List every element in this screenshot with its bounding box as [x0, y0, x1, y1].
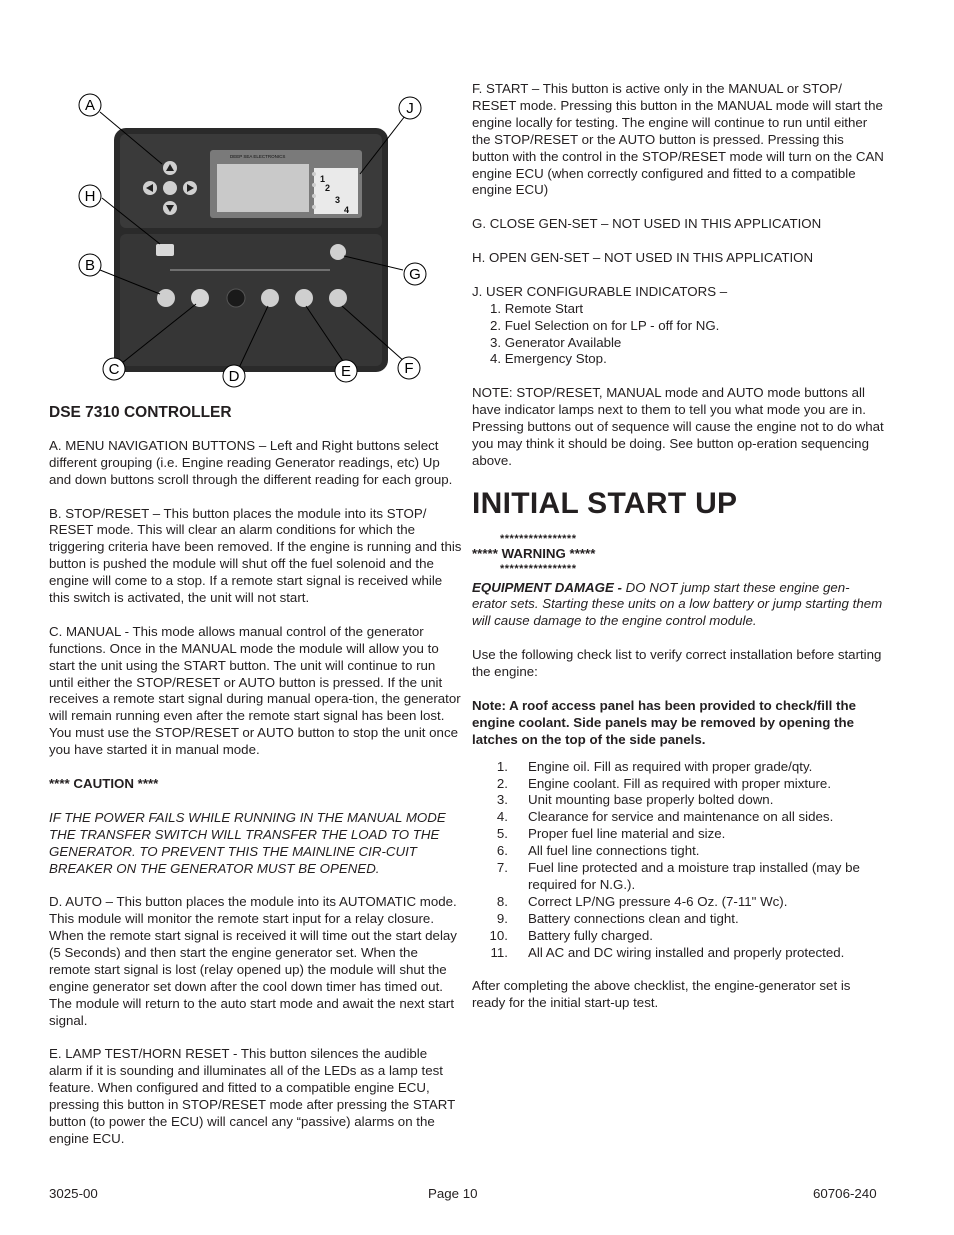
callout-b: B: [84, 257, 96, 274]
item-number: 1.: [496, 758, 508, 774]
indicator-number-2: 2: [325, 183, 331, 193]
item-c-manual: C. MANUAL - This mode allows manual control of the generator functions. Once in the MANUAL mode the module will allow you to start the unit using the START button. The unit will continue to run until either the STOP/RESET or AUTO button is pressed. If the unit receives a remote start signal during manual opera-tion, the generator will remain running even after the remote start signal has been lost. You must use the STOP/RESET or AUTO button to stop the unit once you have started it in manual mode.: [49, 623, 461, 758]
item-text: Engine coolant. Fill as required with proper mixture.: [528, 775, 832, 791]
list-item: [472, 792, 884, 809]
open-gen-set-button[interactable]: [156, 244, 174, 256]
item-number: 9.: [496, 910, 508, 926]
item-d-auto: D. AUTO – This button places the module into its AUTOMATIC mode. This module will monitor the remote start input for a relay closure. When the remote start signal is received it will time out the start delay (5 Seconds) and then start the engine generator set. When the remote start signal is lost (relay opened up) the module will shut the engine generator set down after the cool down timer has timed out. The module will return to the auto start mode and await the next start signal.: [49, 894, 457, 1028]
stop-reset-button[interactable]: [157, 289, 175, 307]
callout-g: G: [409, 266, 421, 283]
caution-title: **** CAUTION ****: [49, 775, 159, 791]
close-gen-set-button[interactable]: [330, 244, 346, 260]
item-j-indicators: J. USER CONFIGURABLE INDICATORS –: [472, 283, 728, 299]
callout-a: A: [84, 97, 96, 114]
brand-label: DEEP SEA ELECTRONICS: [230, 154, 286, 159]
item-text: All fuel line connections tight.: [528, 843, 700, 859]
callout-h: H: [84, 188, 96, 205]
callout-c: C: [108, 361, 120, 378]
item-h-open-gen-set: H. OPEN GEN-SET – NOT USED IN THIS APPLICATION: [472, 250, 814, 266]
warning-stars-top: ****************: [500, 532, 577, 545]
warning-stars-bottom: ****************: [500, 562, 577, 575]
mode-note: NOTE: STOP/RESET, MANUAL mode and AUTO mode buttons all have indicator lamps next to them to tell you what mode you are in. Pressing buttons out of sequence will cause the engine not to do what you may think it should be doing. See button op-eration sequencing above.: [472, 385, 884, 468]
item-number: 10.: [489, 927, 508, 943]
auto-button[interactable]: [261, 289, 279, 307]
nav-center-button[interactable]: [163, 181, 177, 195]
caution-text: IF THE POWER FAILS WHILE RUNNING IN THE MANUAL MODE THE TRANSFER SWITCH WILL TRANSFER THE LOAD TO THE GENERATOR. TO PREVENT THIS THE MAINLINE CIR-CUIT BREAKER ON THE GENERATOR MUST BE OPENED.: [49, 809, 446, 876]
item-number: 8.: [496, 893, 508, 909]
item-text: Fuel line protected and a moisture trap installed (may be required for N.G.).: [528, 860, 860, 892]
startup-checklist: [472, 759, 884, 962]
item-number: 7.: [496, 860, 508, 876]
item-text: Clearance for service and maintenance on all sides.: [528, 809, 834, 825]
start-button[interactable]: [329, 289, 347, 307]
list-item: [472, 911, 884, 928]
item-text: Engine oil. Fill as required with proper grade/qty.: [528, 758, 813, 774]
indicator-number-1: 1: [320, 174, 326, 184]
indicator-number-3: 3: [335, 195, 341, 205]
item-text: Proper fuel line material and size.: [528, 826, 726, 842]
warning-title: ***** WARNING *****: [472, 545, 596, 561]
list-item: [472, 860, 884, 894]
footer-document-number: 3025-00: [49, 1186, 98, 1201]
list-item: 2. Fuel Selection on for LP - off for NG.: [490, 317, 720, 333]
roof-access-note: Note: A roof access panel has been provided to check/fill the engine coolant. Side panels may be removed by opening the latches on the top of the side panels.: [472, 697, 856, 747]
lcd-screen: [217, 164, 309, 212]
item-a-menu-navigation: A. MENU NAVIGATION BUTTONS – Left and Right buttons select different grouping (i.e. Engine reading Generator readings, etc) Up and down buttons scroll through the different reading for each group.: [49, 437, 453, 487]
damage-label: EQUIPMENT DAMAGE -: [472, 579, 622, 595]
manual-button[interactable]: [191, 289, 209, 307]
lamp-test-button[interactable]: [295, 289, 313, 307]
item-g-close-gen-set: G. CLOSE GEN-SET – NOT USED IN THIS APPLICATION: [472, 216, 822, 232]
footer-part-number: 60706-240: [813, 1186, 877, 1201]
blank-button[interactable]: [227, 289, 245, 307]
item-text: All AC and DC wiring installed and properly protected.: [528, 944, 845, 960]
list-item: 3. Generator Available: [490, 334, 622, 350]
footer-page-number: Page 10: [428, 1186, 478, 1201]
item-number: 4.: [496, 809, 508, 825]
item-f-start: F. START – This button is active only in the MANUAL or STOP/ RESET mode. Pressing this button in the MANUAL mode will start the engine locally for testing. The engine will continue to run until either the STOP/RESET or the AUTO button is pressed. Pressing this button with the control in the STOP/RESET mode will turn on the CAN engine ECU (when correctly configured and fitted to a compatible engine ECU): [472, 81, 884, 198]
callout-e: E: [340, 363, 352, 380]
item-text: Battery fully charged.: [528, 927, 653, 943]
list-item: [472, 826, 884, 843]
list-item: 4. Emergency Stop.: [490, 351, 607, 367]
item-number: 11.: [490, 944, 508, 960]
indicator-list: [490, 301, 884, 369]
list-item: [472, 945, 884, 962]
damage-text: DO NOT jump start these engine gen-erator sets. Starting these units on a low battery or jump starting them will cause damage to the engine control module.: [472, 579, 883, 629]
right-column: [472, 81, 884, 1029]
item-text: Unit mounting base properly bolted down.: [528, 792, 774, 808]
section-title: INITIAL START UP: [472, 486, 738, 520]
closing-statement: After completing the above checklist, the engine-generator set is ready for the initial start-up test.: [472, 978, 851, 1011]
list-item: [472, 928, 884, 945]
item-number: 3.: [496, 792, 508, 808]
indicator-number-4: 4: [344, 205, 350, 215]
callout-j: J: [406, 100, 414, 117]
checklist-intro: Use the following check list to verify correct installation before starting the engine:: [472, 647, 882, 680]
equipment-damage-warning: [472, 580, 884, 631]
callout-f: F: [404, 360, 414, 377]
indicator-led-3: [312, 194, 316, 198]
item-number: 6.: [496, 843, 508, 859]
list-item: [472, 759, 884, 776]
list-item: 1. Remote Start: [490, 300, 584, 316]
list-item: [472, 776, 884, 793]
item-b-stop-reset: B. STOP/RESET – This button places the module into its STOP/ RESET mode. This will clear an alarm conditions for which the triggering criteria have been removed. If the engine is running and this button is pushed the module will shut off the fuel solenoid and the engine will come to a stop. If a remote start signal is received while this switch is activated, the unit will not start.: [49, 505, 462, 606]
indicator-led-2: [312, 183, 316, 187]
item-number: 5.: [496, 826, 508, 842]
list-item: [472, 809, 884, 826]
list-item: [472, 894, 884, 911]
controller-diagram: [60, 88, 430, 388]
indicator-led-4: [312, 205, 316, 209]
left-column: [49, 405, 462, 1165]
callout-d: D: [228, 368, 240, 385]
indicator-led-1: [312, 172, 316, 176]
item-text: Battery connections clean and tight.: [528, 910, 739, 926]
item-e-lamp-test: E. LAMP TEST/HORN RESET - This button silences the audible alarm if it is sounding and illuminates all of the LEDs as a lamp test feature. When configured and fitted to a compatible engine ECU, pressing this button in STOP/RESET mode after pressing the START button (to power the ECU) will cancel any “passive) alarms on the engine ECU.: [49, 1046, 455, 1146]
item-number: 2.: [496, 775, 508, 791]
list-item: [472, 843, 884, 860]
controller-heading: DSE 7310 CONTROLLER: [49, 404, 232, 421]
item-text: Correct LP/NG pressure 4-6 Oz. (7-11" Wc).: [528, 893, 788, 909]
